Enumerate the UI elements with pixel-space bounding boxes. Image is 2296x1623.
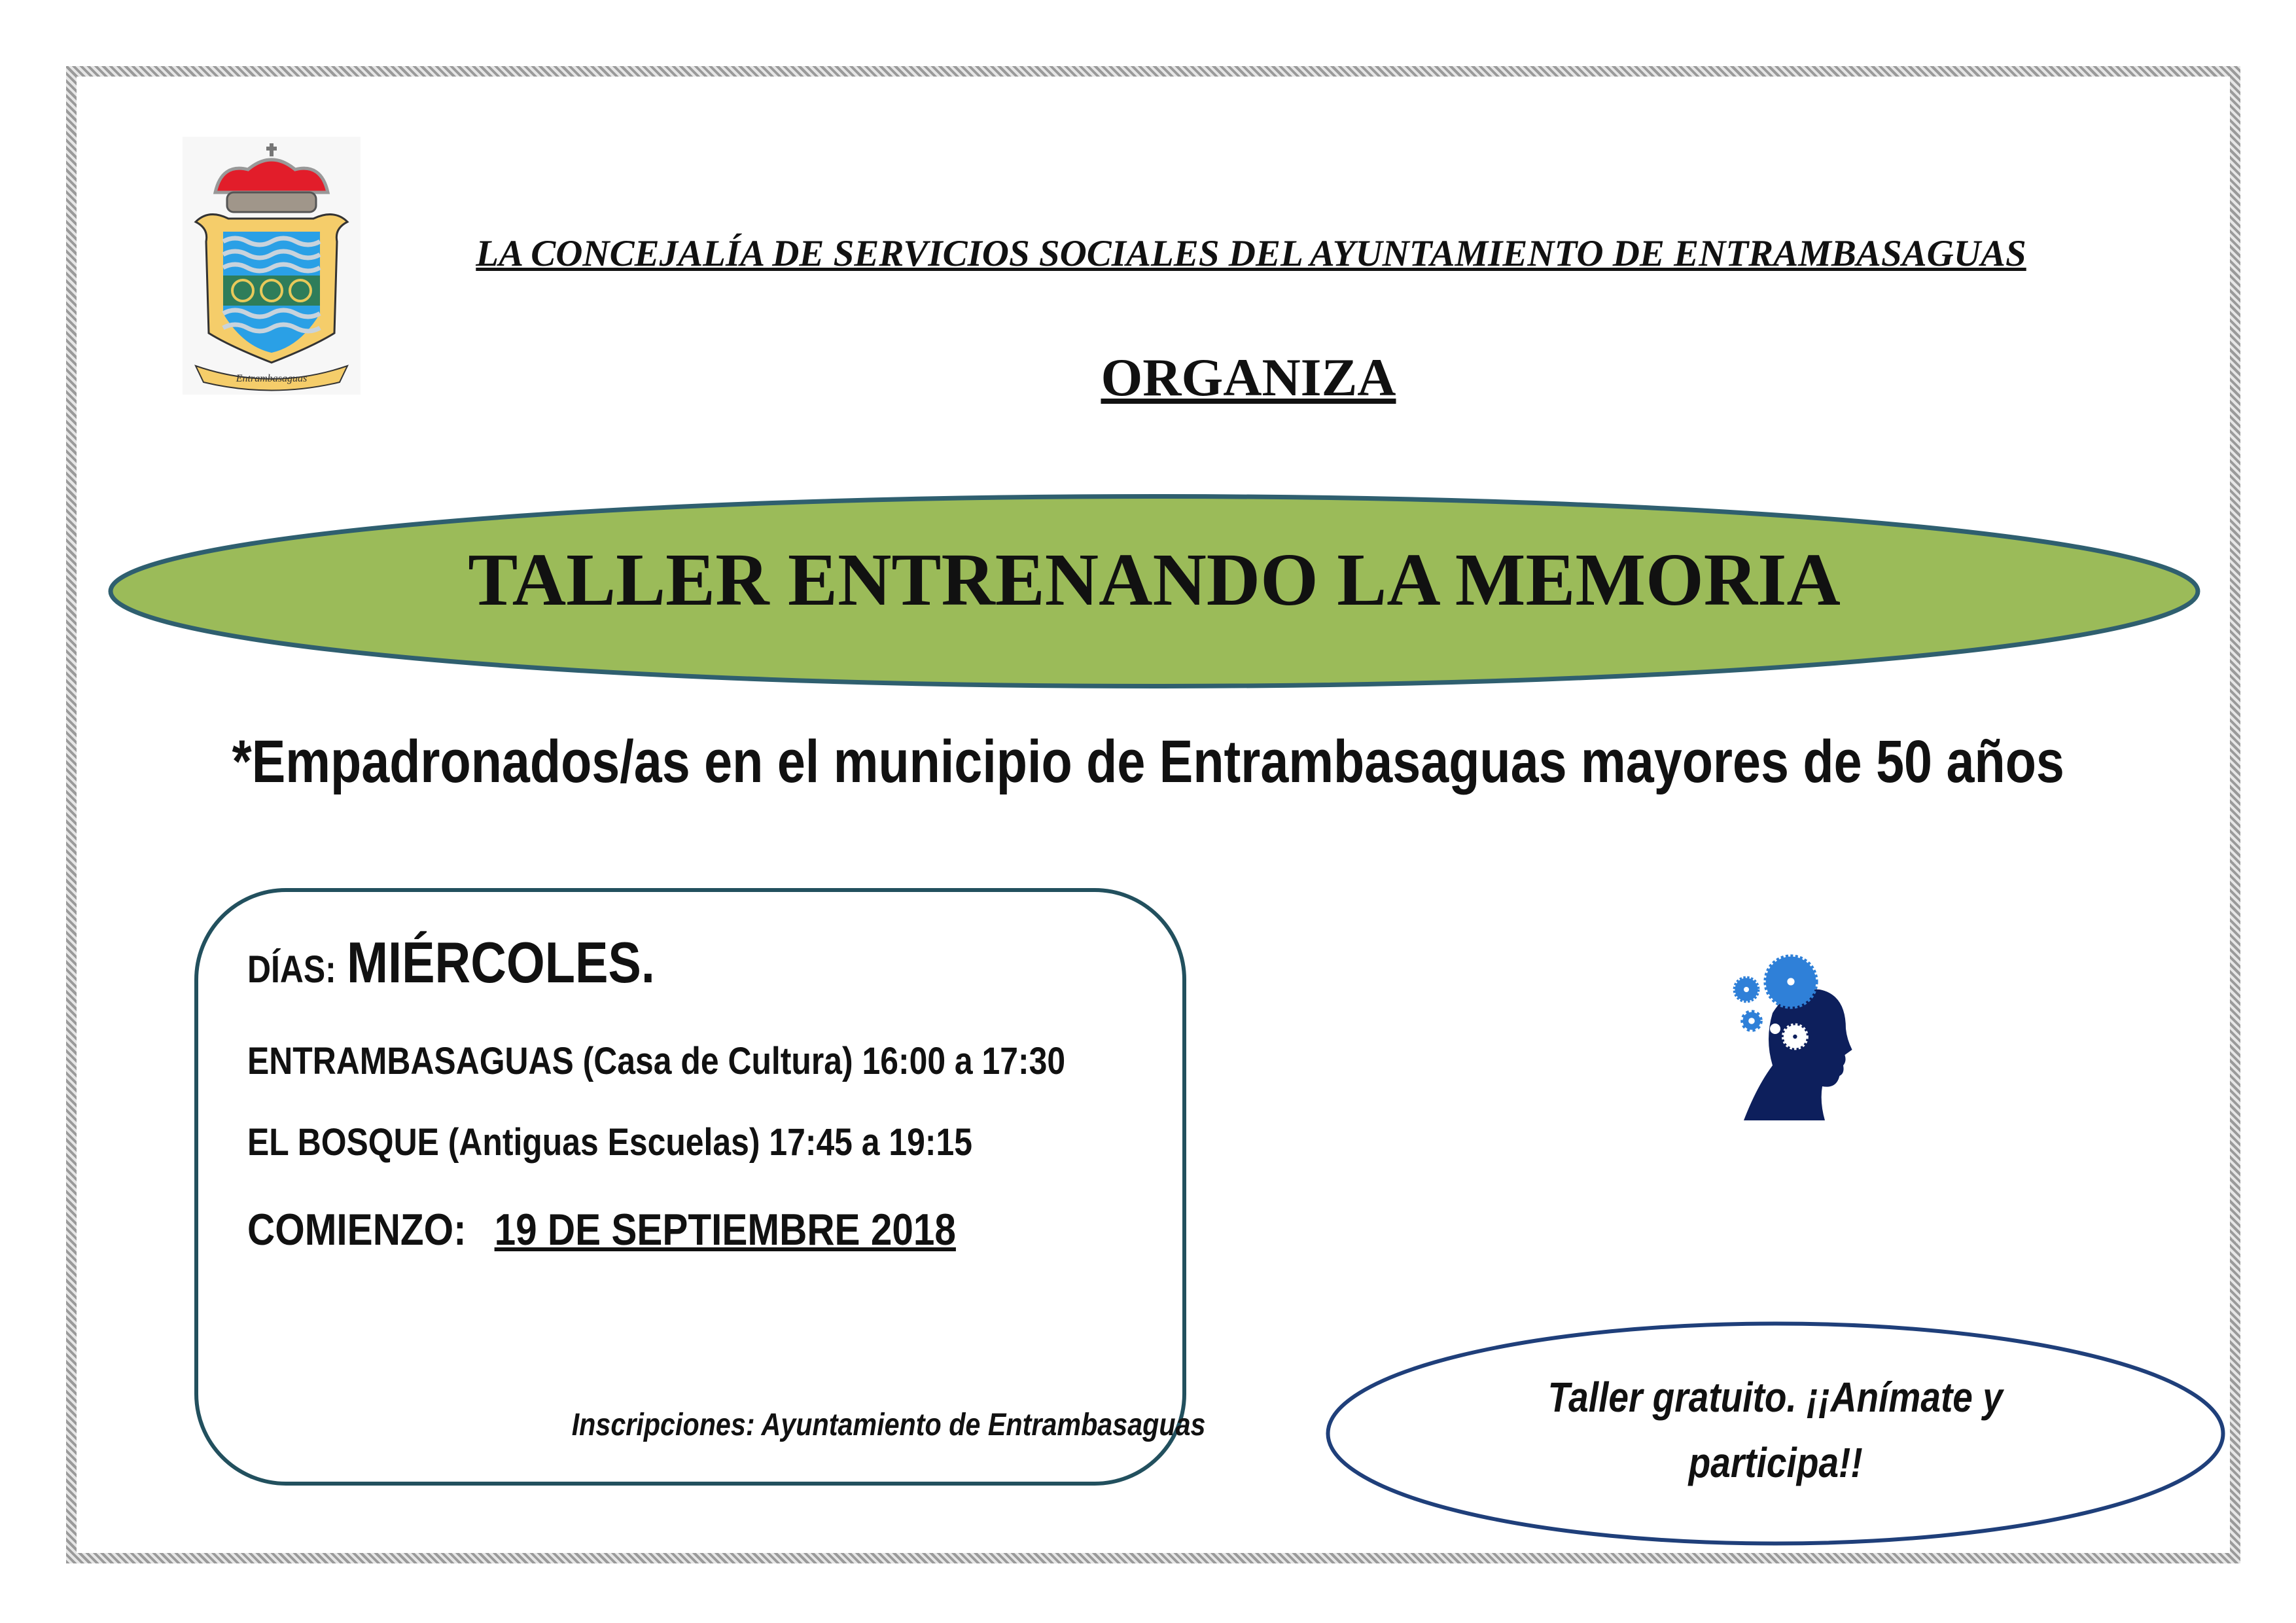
days-row xyxy=(247,929,705,996)
days-value: MIÉRCOLES. xyxy=(346,930,655,995)
organizer-heading: LA CONCEJALÍA DE SERVICIOS SOCIALES DEL AYUNTAMIENTO DE ENTRAMBASAGUAS xyxy=(476,233,2026,274)
head-gears-icon xyxy=(1715,935,1872,1143)
coat-of-arms-logo xyxy=(183,137,361,395)
callout-line-1: Taller gratuito. ¡¡Anímate y xyxy=(1547,1374,2004,1421)
eligibility-subtitle xyxy=(0,728,2296,796)
session-2 xyxy=(247,1120,1090,1164)
session-1-text: ENTRAMBASAGUAS (Casa de Cultura) 16:00 a 17:30 xyxy=(247,1040,1066,1082)
session-1 xyxy=(247,1039,1199,1083)
callout-line-2: participa!! xyxy=(1688,1439,1863,1486)
organiza-heading: ORGANIZA xyxy=(1101,348,1396,407)
workshop-title: TALLER ENTRENANDO LA MEMORIA xyxy=(468,538,1841,621)
callout-text xyxy=(1325,1364,2226,1495)
days-label: DÍAS: xyxy=(247,948,336,991)
logo-caption: Entrambasaguas xyxy=(236,373,308,384)
start-label: COMIENZO: xyxy=(247,1205,467,1255)
start-date: 19 DE SEPTIEMBRE 2018 xyxy=(494,1205,956,1255)
eligibility-text: *Empadronados/as en el municipio de Entrambasaguas mayores de 50 años xyxy=(232,728,2064,795)
registration-text: Inscripciones: Ayuntamiento de Entrambasaguas xyxy=(571,1408,1206,1442)
session-2-text: EL BOSQUE (Antiguas Escuelas) 17:45 a 19:15 xyxy=(247,1121,972,1164)
start-row xyxy=(247,1204,1071,1255)
registration-note xyxy=(468,1407,1206,1443)
